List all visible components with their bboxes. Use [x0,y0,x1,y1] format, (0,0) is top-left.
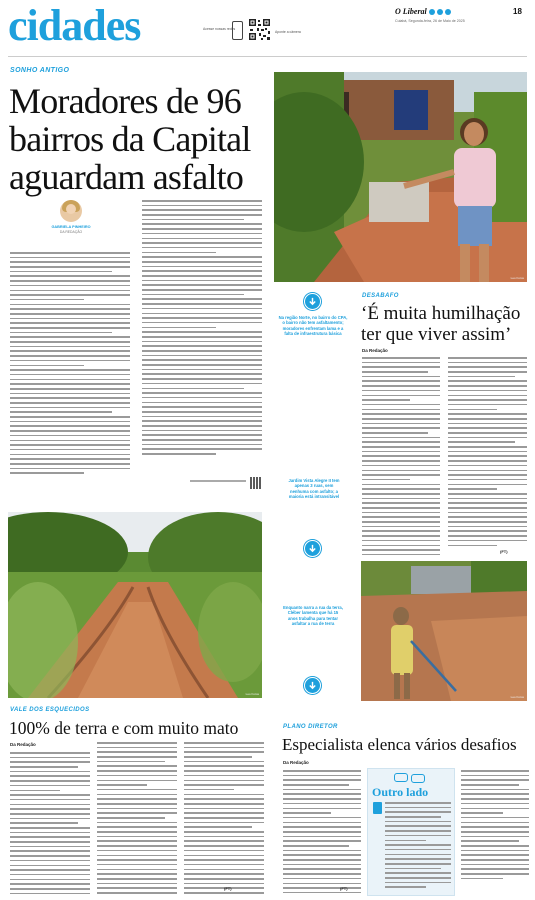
bottom-right-col3 [461,770,529,885]
lead-body-col1 [10,252,130,492]
outro-lado-title: Outro lado [372,785,429,799]
chat-bubble-icon [411,774,425,783]
lead-body-col2 [142,200,262,475]
logo-dot [445,9,451,15]
social-hint: Acesse nossas redes [203,27,236,31]
qr-hint: Aponte a câmera [275,30,301,34]
bottom-right-byline: Da Redação [283,760,309,765]
page-number: 18 [513,7,522,16]
lead-photo-caption: Na região Norte, no bairro do CPA, o bairro não tem asfaltamento; moradores enfrentam lama e a falta de infraestrutura básica [278,315,348,336]
arrow-down-icon [304,677,321,694]
side-photo-caption: Jardim Vista Alegre II tem apenas 3 ruas, sem nenhuma com asfalto; a maioria está intransitável [288,478,340,499]
edition-line: Cuiabá, Segunda-feira, 26 de Maio de 2025 [395,19,465,23]
lead-footer-line [190,480,246,482]
paper-name: O Liberal [395,7,427,16]
side-headline: ‘É muita humilhação ter que viver assim’ [361,303,521,345]
paper-logo [395,7,451,16]
bottom-right-end-mark: (FT) [340,886,348,891]
side-body-col2 [448,357,527,555]
drop-cap [373,802,382,814]
author-role: DA REDAÇÃO [59,230,83,234]
logo-dot [429,9,435,15]
bottom-left-kicker: VALE DOS ESQUECIDOS [10,707,90,713]
side-kicker: DESABAFO [362,293,399,299]
lead-footer-qr [250,477,262,489]
arrow-down-icon [304,540,321,557]
lead-kicker: SONHO ANTIGO [10,67,70,74]
bottom-left-end-mark: (FT) [224,886,232,891]
bottom-right-col1 [283,770,361,897]
section-title: cidades [8,1,141,50]
chat-bubble-icon [394,773,408,782]
lead-photo-credit: Leo Fotos [510,276,524,280]
author-name: GABRIELA PINHEIRO [51,225,91,229]
mid-photo [8,512,262,698]
bottom-left-byline: Da Redação [10,742,36,747]
side-byline: Da Redação [362,348,388,353]
mid-photo-credit: Leo Fotos [245,692,259,696]
outro-lado-box [367,768,455,896]
bottom-right-kicker: PLANO DIRETOR [283,724,338,730]
lead-headline: Moradores de 96 bairros da Capital aguardam asfalto [9,81,251,197]
side-photo [361,561,527,701]
author-photo [60,200,82,222]
logo-dot [437,9,443,15]
masthead [0,0,535,58]
bottom-left-col1 [10,752,90,897]
bottom-left-headline: 100% de terra e com muito mato [9,718,239,738]
outro-lado-body [385,802,451,892]
qr-code-icon [248,18,271,41]
masthead-rule [8,56,527,57]
bottom-left-col3 [184,742,264,897]
side-body-col1 [362,357,440,555]
bottom-left-col2 [97,742,177,897]
arrow-down-icon [304,293,321,310]
phone-icon [232,21,243,40]
side-photo-credit: Leo Fotos [510,695,524,699]
bottom-right-headline: Especialista elenca vários desafios [282,735,517,754]
mid-photo-caption: Enquanto narra a rua da terra, Cléber lamenta que há 15 anos trabalha para tentar asfaltar a rua de terra [283,605,343,626]
lead-photo [274,72,527,282]
side-end-mark: (FT) [500,549,508,554]
